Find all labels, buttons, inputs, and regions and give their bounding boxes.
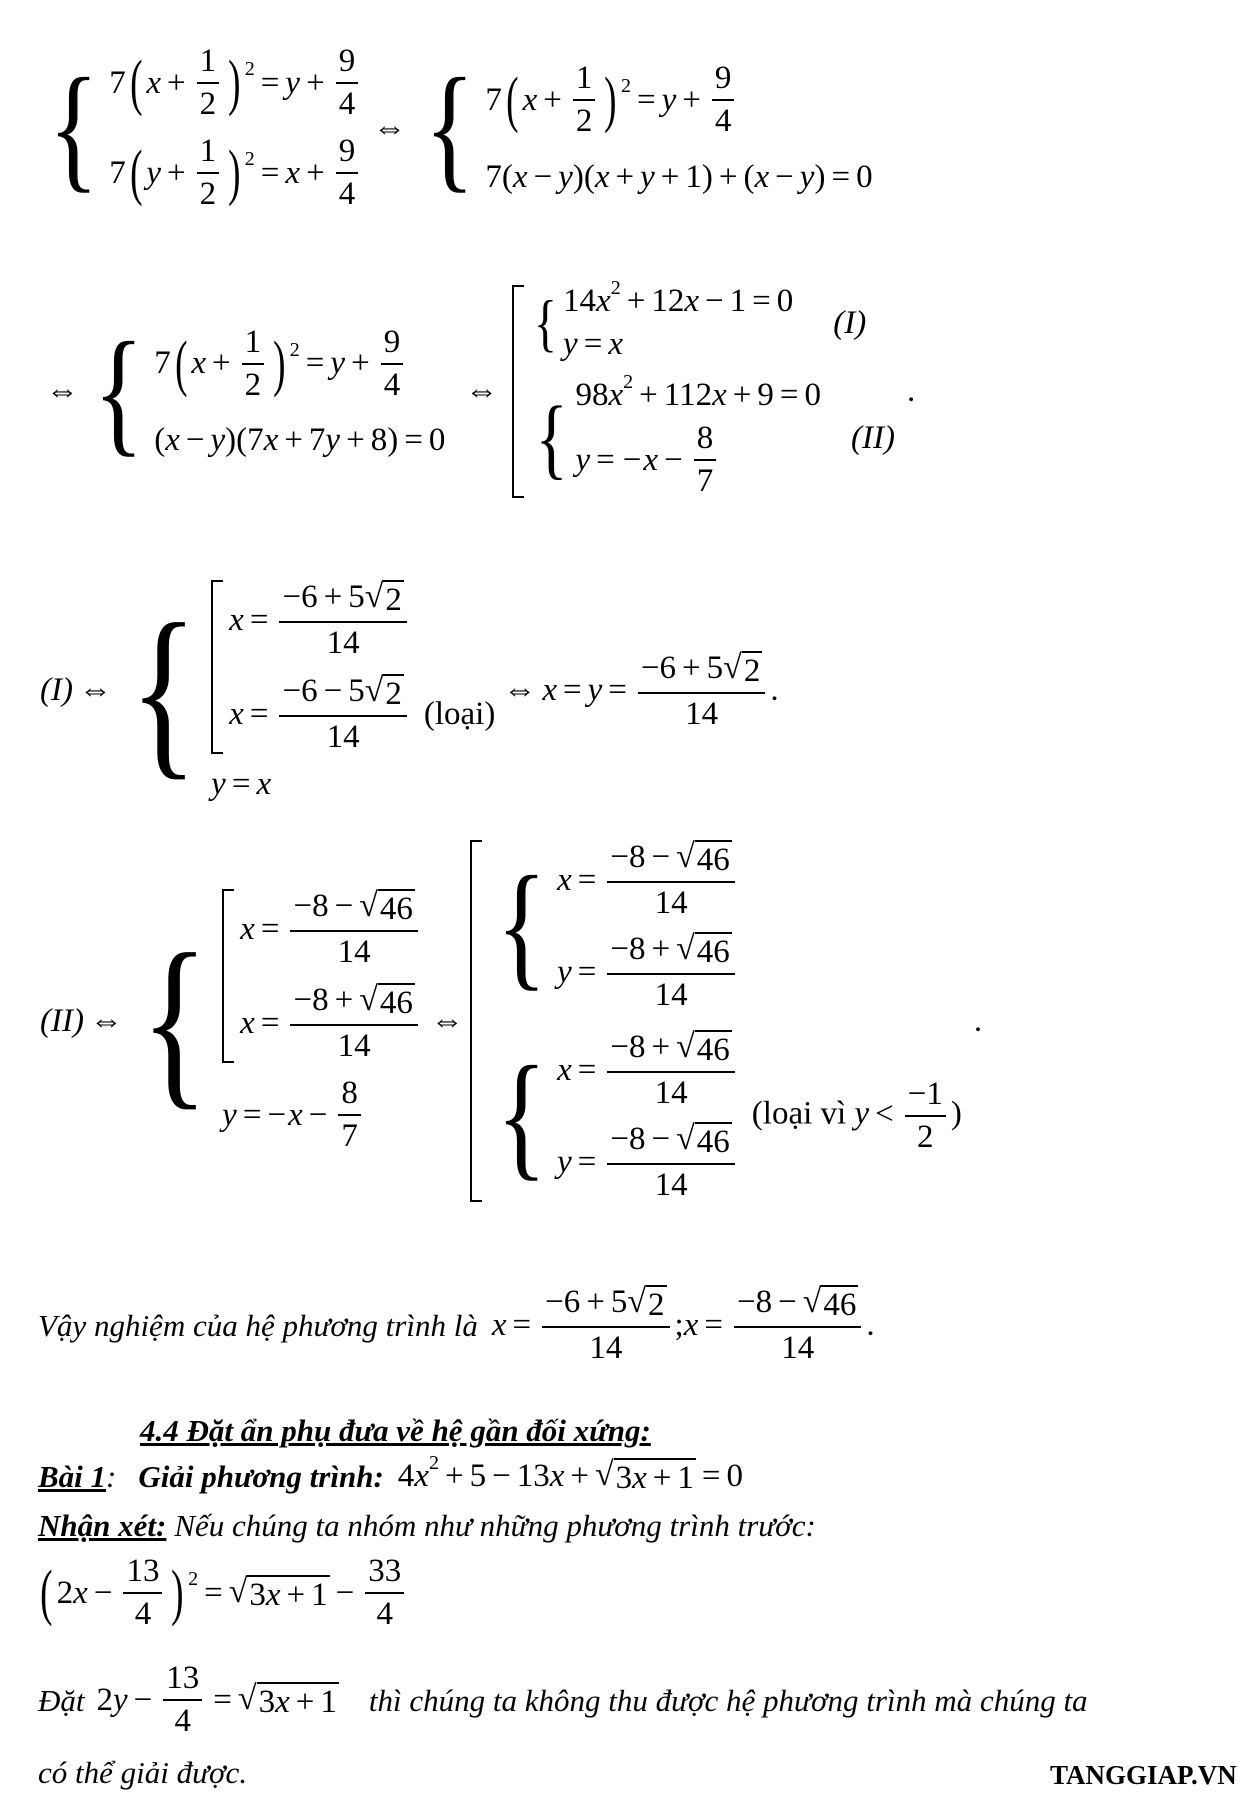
- case-1: { 14 x $^2$ + 12 x − 1 = 0 y = x (I): [534, 276, 867, 362]
- reject-label-2: (loại vì y < $\frac{-1}{2}$ ): [751, 1076, 962, 1155]
- substitution-label: Đặt: [38, 1682, 85, 1718]
- section-heading-text: 4.4 Đặt ẩn phụ đưa về hệ gần đối xứng:: [140, 1413, 651, 1448]
- section-heading: [140, 1413, 651, 1449]
- eq-left-bottom: 7 ( y + $\frac{1}{2}$ ) $^2$ = x + $\frac{9}{4}$: [109, 135, 363, 211]
- system-factored: { 7 ( x + $\frac{1}{2}$ ) $^2$ = y + $\frac{9}{4}$ ( x − y )(7 x + 7 y + 8) = 0: [93, 313, 446, 469]
- conclusion-line: Vậy nghiệm của hệ phương trình là x = −6 + 5 √ 2 14 ; x = −8 − √ 46 14 .: [38, 1283, 875, 1366]
- substitution-text-2: có thể giải được.: [38, 1755, 248, 1790]
- exercise-1: Bài 1 : Giải phương trình: 4 x $^2$ + 5 − 13 x + √ 3x + 1 = 0: [38, 1451, 744, 1496]
- case-2-ref-label: (II): [40, 1002, 84, 1039]
- brand-watermark: [1050, 1760, 1237, 1791]
- system-left: { 7 ( x + $\frac{1}{2}$ ) $^2$ = y + $\frac{9}{4}$ 7 ( y + $\frac{1}{2}$ ) $^2$ = x + $\frac{9}{4}$: [40, 45, 363, 211]
- remark-line: [38, 1508, 816, 1544]
- equation-block-1: { 7 ( x + $\frac{1}{2}$ ) $^2$ = y + $\frac{9}{4}$ 7 ( y + $\frac{1}{2}$ ) $^2$ = x + $\frac{9}{4}$ ⇔ { 7 ( x + $\frac{1}{2}$ ) $^2$ = y + $\frac{9}{4}$ 7( x − y )( x + y + 1) + ( x − y ) = 0: [40, 45, 873, 211]
- conclusion-text: Vậy nghiệm của hệ phương trình là: [38, 1307, 478, 1343]
- system-right: { 7 ( x + $\frac{1}{2}$ ) $^2$ = y + $\frac{9}{4}$ 7( x − y )( x + y + 1) + ( x − y ) = 0: [424, 50, 873, 205]
- substitution-text: thì chúng ta không thu được hệ phương trình mà chúng ta: [368, 1682, 1088, 1718]
- eq-right-bottom: 7( x − y )( x + y + 1) + ( x − y ) = 0: [485, 158, 873, 195]
- eq-factored: ( x − y )(7 x + 7 y + 8) = 0: [154, 422, 446, 459]
- substitution-line-2: [38, 1755, 247, 1791]
- substitution-line: Đặt 2 y − $\frac{13}{4}$ = √ 3x + 1 thì chúng ta không thu được hệ phương trình mà chúng ta: [38, 1660, 1088, 1739]
- eq-left-top: 7 ( x + $\frac{1}{2}$ ) $^2$ = y + $\frac{9}{4}$: [109, 45, 363, 121]
- case-1-label: (I): [833, 304, 867, 341]
- brand-text: TANGGIAP.VN: [1050, 1760, 1237, 1790]
- equation-block-3: (I) ⇔ { x = −6 + 5 √ 2 14 x = −6 − 5 √ 2 14 (loại) y = x ⇔ x = y = −6 + 5 √ 2 14 .: [40, 578, 779, 802]
- equation-block-4: (II) ⇔ { x = −8 − √ 46 14 x = −8 + √ 46 14 y = − x − $\frac{8}{7}$ ⇔ { x = −8 − √ 46 14 y = −8 + √ 46 14 { x = −8 + √ 46 14 y = −8 − √ 46 14 (loại vì y < $\frac{-1}{2}$ ) .: [40, 838, 983, 1203]
- grouped-equation: ( 2 x − $\frac{13}{4}$ ) $^2$ = √ 3x + 1 − $\frac{33}{4}$: [36, 1555, 409, 1631]
- eq-right-top: 7 ( x + $\frac{1}{2}$ ) $^2$ = y + $\frac{9}{4}$: [485, 62, 872, 138]
- exercise-1-text: Giải phương trình:: [138, 1459, 384, 1494]
- equation-block-2: ⇔ { 7 ( x + $\frac{1}{2}$ ) $^2$ = y + $\frac{9}{4}$ ( x − y )(7 x + 7 y + 8) = 0 ⇔ { 14 x $^2$ + 12 x − 1 = 0 y = x (I) { 98 x $^2$ + 112 x + 9 = 0 y = − x − $\frac{8}{7}$ (II) .: [46, 276, 916, 499]
- case-2: { 98 x $^2$ + 112 x + 9 = 0 y = − x − $\frac{8}{7}$ (II): [535, 370, 895, 499]
- case-1-ref-label: (I): [40, 672, 73, 708]
- remark-label: Nhận xét:: [38, 1508, 167, 1543]
- remark-text: Nếu chúng ta nhóm như những phương trình trước:: [174, 1508, 816, 1543]
- reject-label-1: (loại): [423, 695, 496, 732]
- case-split: [512, 276, 895, 499]
- case-2-label: (II): [850, 420, 895, 456]
- exercise-1-label: Bài 1: [38, 1459, 107, 1494]
